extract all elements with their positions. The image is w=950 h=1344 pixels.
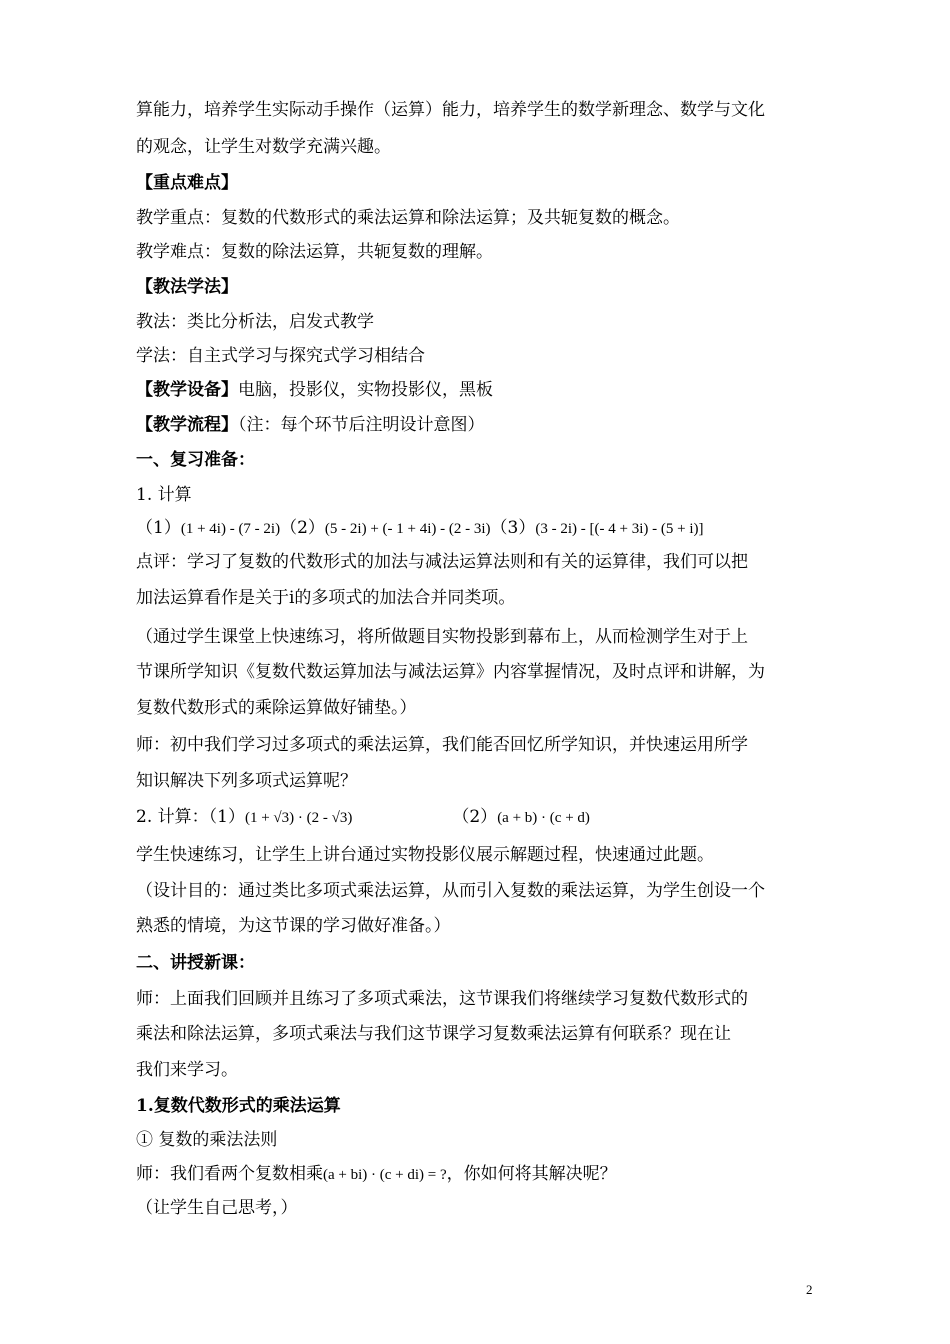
paragraph-line: 点评：学习了复数的代数形式的加法与减法运算法则和有关的运算律，我们可以把	[136, 552, 748, 572]
question-2-label-1: （1）	[208, 807, 245, 827]
question-2-expr-1: (1 + √3) · (2 - √3)	[244, 810, 353, 826]
section-heading-new-lesson: 二、讲授新课：	[136, 953, 255, 973]
paragraph-line: 乘法和除法运算，多项式乘法与我们这节课学习复数乘法运算有何联系？现在让	[136, 1024, 731, 1044]
flow-line	[136, 413, 485, 437]
paragraph-line: 加法运算看作是关于i的多项式的加法合并同类项。	[136, 588, 516, 608]
calc-1-expr-1: (1 + 4i) - (7 - 2i)	[180, 521, 281, 537]
paragraph-line: 熟悉的情境，为这节课的学习做好准备。）	[136, 916, 451, 936]
paragraph-line: 算能力，培养学生实际动手操作（运算）能力，培养学生的数学新理念、数学与文化	[136, 100, 765, 120]
section-heading-methods: 【教法学法】	[136, 277, 238, 297]
section-heading-equipment: 【教学设备】	[136, 380, 238, 400]
calc-1-label-1: （1）	[136, 518, 181, 538]
calc-1-expr-3: (3 - 2i) - [(- 4 + 3i) - (5 + i)]	[535, 521, 704, 537]
subsection-heading-multiplication: 1.复数代数形式的乘法运算	[136, 1096, 341, 1116]
paragraph-line: ① 复数的乘法法则	[136, 1130, 278, 1150]
teacher-question-pre: 师：我们看两个复数相乘	[136, 1164, 323, 1184]
section-heading-key-points: 【重点难点】	[136, 173, 238, 193]
paragraph-line: 复数代数形式的乘除运算做好铺垫。）	[136, 698, 417, 718]
teacher-question-post: ，你如何将其解决呢？	[446, 1164, 617, 1184]
paragraph-line: 教学难点：复数的除法运算，共轭复数的理解。	[136, 242, 493, 262]
teacher-question-line	[136, 1162, 617, 1187]
paragraph-line: 学法：自主式学习与探究式学习相结合	[136, 346, 425, 366]
paragraph-line: 我们来学习。	[136, 1060, 238, 1080]
equipment-line	[136, 378, 493, 402]
equipment-text: 电脑，投影仪，实物投影仪，黑板	[238, 380, 493, 400]
paragraph-line: 学生快速练习，让学生上讲台通过实物投影仪展示解题过程，快速通过此题。	[136, 845, 714, 865]
calc-1-expressions	[136, 516, 704, 541]
flow-note: （注：每个环节后注明设计意图）	[238, 415, 485, 435]
calc-1-expr-2: (5 - 2i) + (- 1 + 4i) - (2 - 3i)	[324, 521, 491, 537]
paragraph-line: 教法：类比分析法，启发式教学	[136, 312, 374, 332]
question-2-title: 2. 计算：	[136, 807, 209, 827]
paragraph-line: 师：上面我们回顾并且练习了多项式乘法，这节课我们将继续学习复数代数形式的	[136, 989, 748, 1009]
paragraph-line: 知识解决下列多项式运算呢？	[136, 771, 357, 791]
paragraph-line: 教学重点：复数的代数形式的乘法运算和除法运算；及共轭复数的概念。	[136, 208, 680, 228]
question-2-expr-2: (a + b) · (c + d)	[497, 810, 590, 826]
question-2-label-2: （2）	[452, 807, 498, 827]
paragraph-line: （通过学生课堂上快速练习，将所做题目实物投影到幕布上，从而检测学生对于上	[136, 627, 748, 647]
page-number: 2	[806, 1282, 813, 1297]
question-1-title: 1. 计算	[136, 485, 192, 505]
calc-1-label-3: （3）	[490, 518, 536, 538]
paragraph-line: 节课所学知识《复数代数运算加法与减法运算》内容掌握情况，及时点评和讲解，为	[136, 662, 765, 682]
paragraph-line: （让学生自己思考，）	[136, 1198, 298, 1218]
section-heading-flow: 【教学流程】	[136, 415, 238, 435]
teacher-question-expr: (a + bi) · (c + di) = ?	[323, 1167, 447, 1183]
paragraph-line: 的观念，让学生对数学充满兴趣。	[136, 137, 391, 157]
paragraph-line: （设计目的：通过类比多项式乘法运算，从而引入复数的乘法运算，为学生创设一个	[136, 881, 765, 901]
question-2-line	[136, 805, 590, 830]
calc-1-label-2: （2）	[280, 518, 325, 538]
section-heading-review: 一、复习准备：	[136, 450, 255, 470]
paragraph-line: 师：初中我们学习过多项式的乘法运算，我们能否回忆所学知识，并快速运用所学	[136, 735, 748, 755]
